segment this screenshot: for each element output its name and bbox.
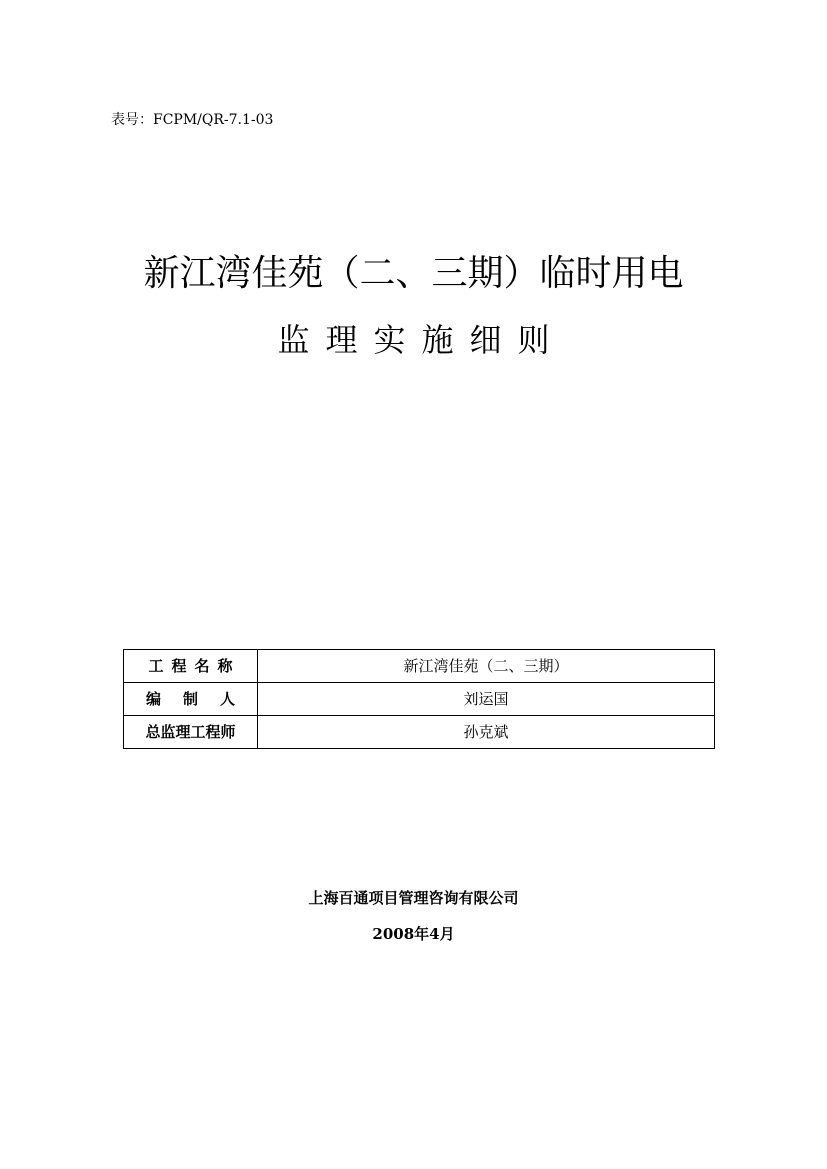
author-value: 刘运国 [258, 683, 715, 716]
document-date: 2008年4月 [372, 925, 455, 943]
company-name: 上海百通项目管理咨询有限公司 [308, 889, 519, 907]
author-label: 编制人 [124, 683, 258, 716]
document-title: 新江湾佳苑（二、三期）临时用电 [143, 253, 684, 294]
project-name-value: 新江湾佳苑（二、三期） [258, 650, 715, 683]
form-number: 表号：FCPM/QR-7.1-03 [111, 112, 274, 128]
chief-supervisor-label: 总监理工程师 [124, 716, 258, 749]
project-info-table [123, 649, 715, 749]
document-subtitle: 监理实施细则 [277, 321, 566, 359]
chief-supervisor-value: 孙克斌 [258, 716, 715, 749]
table-row [124, 650, 715, 683]
table-row [124, 683, 715, 716]
table-row [124, 716, 715, 749]
project-name-label: 工程名称 [124, 650, 258, 683]
